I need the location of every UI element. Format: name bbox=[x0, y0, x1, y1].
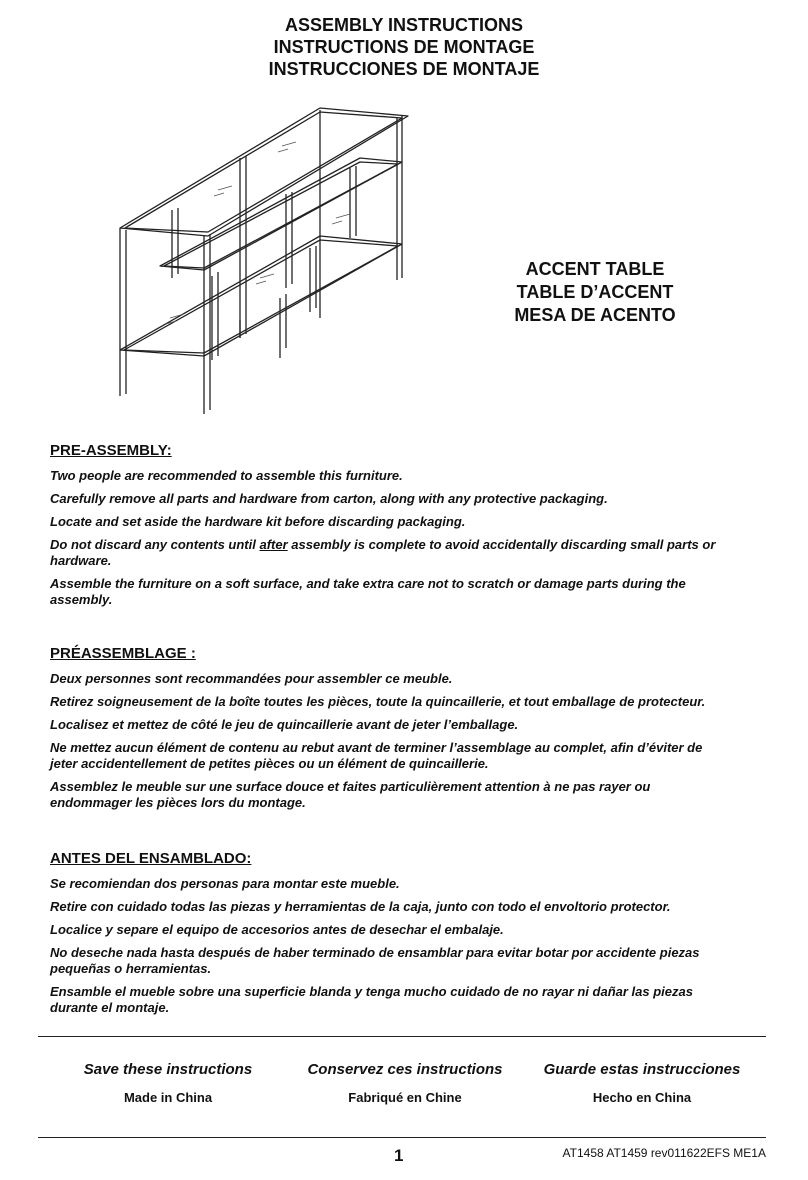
instruction-item: Se recomiendan dos personas para montar este mueble. bbox=[50, 876, 400, 891]
product-codes: AT1458 AT1459 rev011622EFS ME1A bbox=[562, 1146, 766, 1160]
made-in-french: Fabriqué en Chine bbox=[348, 1090, 462, 1105]
pre-assembly-english-section bbox=[50, 442, 730, 615]
title-spanish: INSTRUCCIONES DE MONTAJE bbox=[268, 59, 540, 79]
divider-top bbox=[38, 1036, 766, 1037]
instruction-item: Locate and set aside the hardware kit before discarding packaging. bbox=[50, 514, 466, 529]
instruction-item: Two people are recommended to assemble this furniture. bbox=[50, 468, 403, 483]
section-heading: ANTES DEL ENSAMBLADO: bbox=[50, 850, 252, 867]
product-name-french: TABLE D’ACCENT bbox=[516, 282, 674, 302]
save-instructions-french: Conservez ces instructions bbox=[307, 1061, 503, 1078]
instruction-prefix: Do not discard any contents until bbox=[50, 537, 256, 552]
footer-columns bbox=[50, 1060, 760, 1106]
made-in-english: Made in China bbox=[123, 1090, 213, 1105]
document-title-block bbox=[0, 14, 808, 80]
instruction-item: Retirez soigneusement de la boîte toutes les pièces, toute la quincaillerie, et tout emballage de protecteur. bbox=[50, 694, 706, 709]
save-instructions-english: Save these instructions bbox=[83, 1061, 253, 1078]
accent-table-illustration bbox=[100, 98, 410, 418]
footer-column-spanish bbox=[524, 1060, 760, 1106]
title-french: INSTRUCTIONS DE MONTAGE bbox=[273, 37, 535, 57]
instruction-item: Deux personnes sont recommandées pour assembler ce meuble. bbox=[50, 671, 453, 686]
pre-assembly-french-section bbox=[50, 645, 730, 818]
page-number: 1 bbox=[394, 1146, 404, 1165]
made-in-spanish: Hecho en China bbox=[592, 1090, 692, 1105]
instruction-rest: assembly is complete to avoid accidentally discarding small parts or hardware. bbox=[50, 537, 716, 568]
divider-bottom bbox=[38, 1137, 766, 1138]
footer-column-english bbox=[50, 1060, 286, 1106]
section-heading: PRÉASSEMBLAGE : bbox=[50, 645, 196, 662]
product-name-english: ACCENT TABLE bbox=[525, 259, 665, 279]
instruction-item: Assemblez le meuble sur une surface douce et faites particulièrement attention à ne pas rayer ou endommager les pièces lors du montage. bbox=[50, 779, 651, 810]
instruction-item: Carefully remove all parts and hardware from carton, along with any protective packaging. bbox=[50, 491, 608, 506]
product-name-block bbox=[470, 258, 720, 327]
instruction-item: Assemble the furniture on a soft surface, and take extra care not to scratch or damage parts during the assembly. bbox=[50, 576, 686, 607]
footer-column-french bbox=[287, 1060, 523, 1106]
save-instructions-spanish: Guarde estas instrucciones bbox=[543, 1061, 741, 1078]
instruction-item bbox=[50, 537, 730, 569]
instruction-item: Retire con cuidado todas las piezas y herramientas de la caja, junto con todo el envoltorio protector. bbox=[50, 899, 671, 914]
instruction-item: No deseche nada hasta después de haber terminado de ensamblar para evitar botar por accidente piezas pequeñas o herramientas. bbox=[50, 945, 700, 976]
pre-assembly-spanish-section bbox=[50, 850, 730, 1023]
instruction-item: Ne mettez aucun élément de contenu au rebut avant de terminer l’assemblage au complet, afin d’éviter de jeter accidentellement de petites pièces ou un élément de quincaillerie. bbox=[50, 740, 703, 771]
emphasis-after: after bbox=[259, 537, 288, 552]
instruction-item: Localice y separe el equipo de accesorios antes de desechar el embalaje. bbox=[50, 922, 504, 937]
product-name-spanish: MESA DE ACENTO bbox=[514, 305, 676, 325]
section-heading: PRE-ASSEMBLY: bbox=[50, 442, 172, 459]
title-english: ASSEMBLY INSTRUCTIONS bbox=[284, 15, 524, 35]
instruction-item: Localisez et mettez de côté le jeu de quincaillerie avant de jeter l’emballage. bbox=[50, 717, 519, 732]
instruction-item: Ensamble el mueble sobre una superficie blanda y tenga mucho cuidado de no rayar ni dañar las piezas durante el montaje. bbox=[50, 984, 693, 1015]
